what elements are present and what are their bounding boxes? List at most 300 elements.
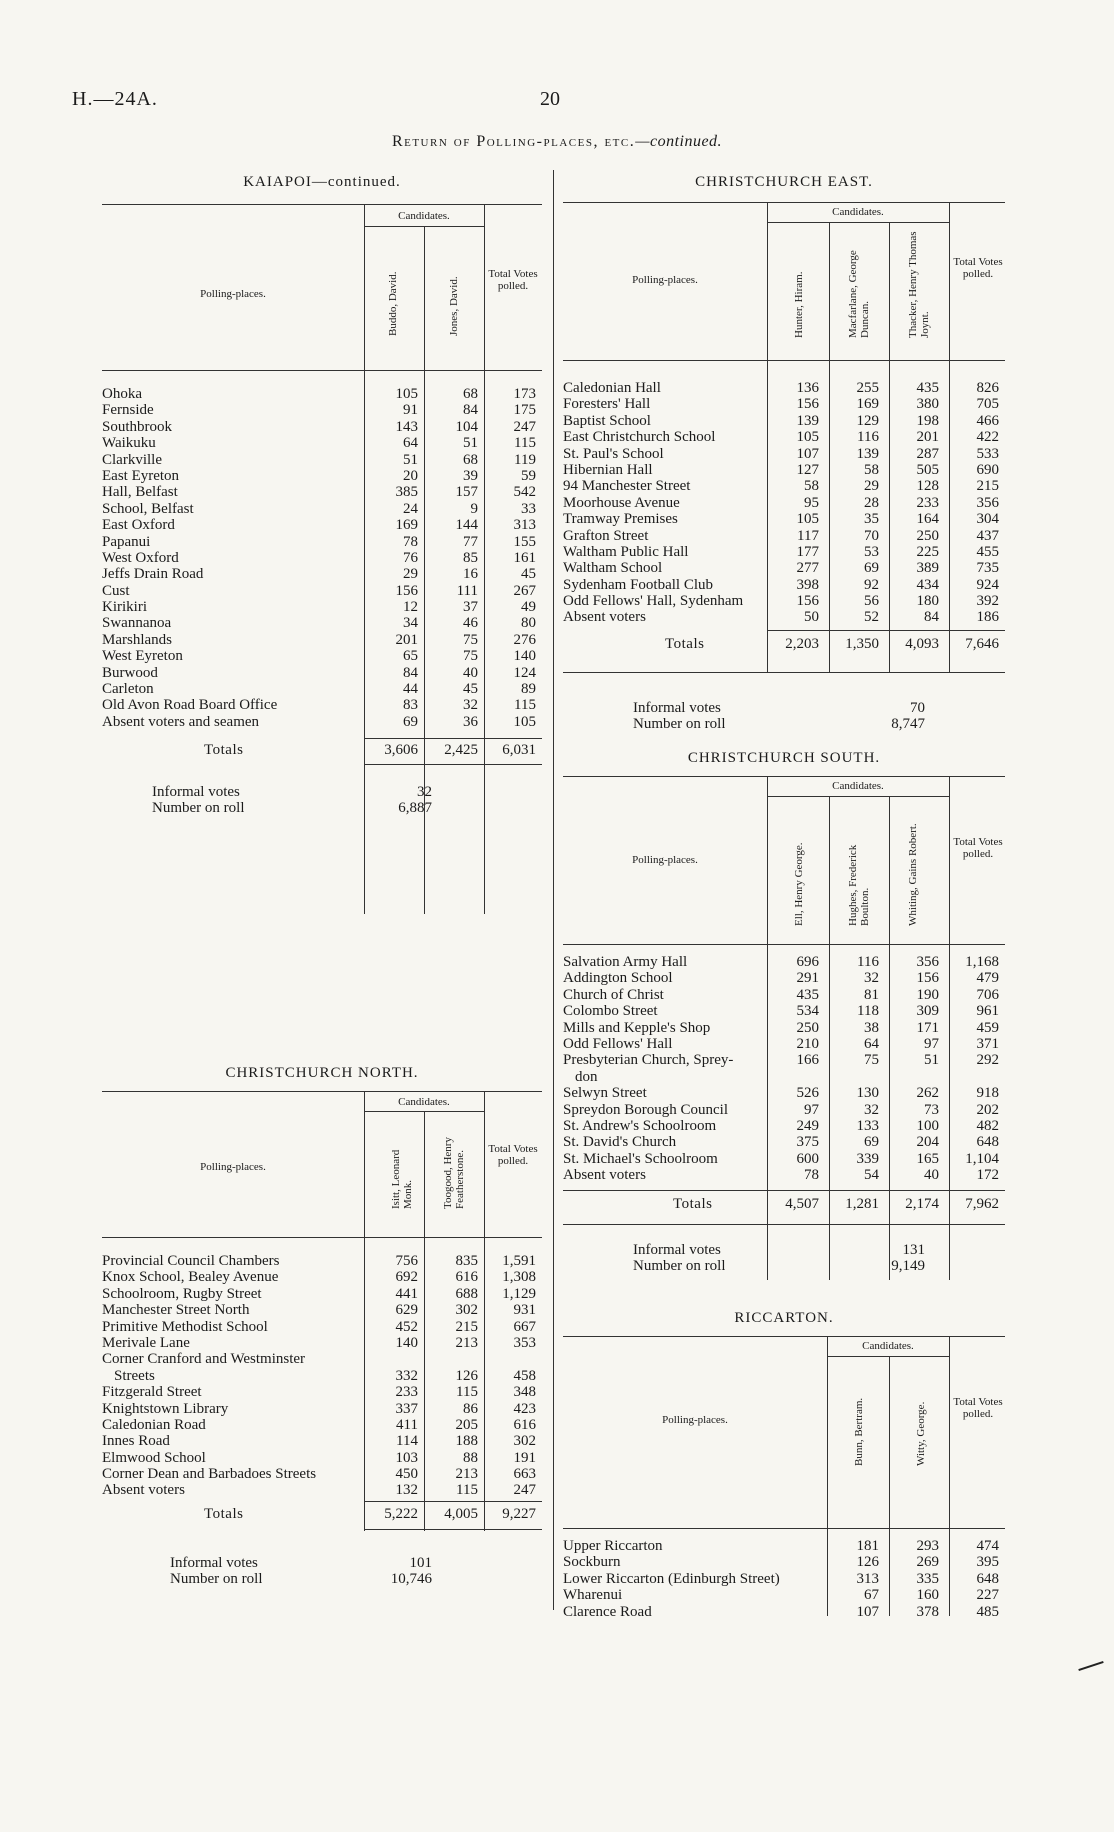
polling-place-name: Sockburn xyxy=(563,1554,621,1571)
polling-row xyxy=(563,396,1005,412)
candidate-header: Hughes, Frederick Boulton. xyxy=(847,844,871,926)
polling-rows xyxy=(102,1253,542,1499)
vote-cell: 40 xyxy=(924,1167,939,1184)
row-total-cell: 313 xyxy=(513,517,536,534)
row-total-cell: 482 xyxy=(976,1117,999,1134)
totals-row xyxy=(563,1196,1005,1214)
vote-cell: 213 xyxy=(455,1334,478,1351)
polling-row xyxy=(563,1554,1005,1570)
vote-cell: 389 xyxy=(916,560,939,577)
polling-place-name: Colombo Street xyxy=(563,1003,658,1020)
row-total-cell: 931 xyxy=(513,1302,536,1319)
vote-cell: 128 xyxy=(916,478,939,495)
polling-row xyxy=(102,1319,542,1335)
vote-cell: 88 xyxy=(463,1449,478,1466)
column-divider xyxy=(553,170,554,1610)
vote-cell: 68 xyxy=(463,386,478,402)
vote-cell: 213 xyxy=(455,1466,478,1483)
vote-cell: 277 xyxy=(796,560,819,577)
row-total-cell: 172 xyxy=(976,1167,999,1184)
informal-roll-block xyxy=(563,700,1005,733)
roll-value: 10,746 xyxy=(390,1571,432,1588)
vote-cell: 129 xyxy=(856,412,879,429)
rule xyxy=(102,1237,542,1238)
grand-total-cell: 7,646 xyxy=(965,636,999,652)
totals-row xyxy=(102,1506,542,1524)
polling-row xyxy=(563,1069,1005,1085)
rule xyxy=(767,222,949,223)
vote-cell: 169 xyxy=(395,517,418,534)
vote-cell: 385 xyxy=(395,484,418,501)
polling-place-name: don xyxy=(575,1068,598,1085)
vote-cell: 190 xyxy=(916,986,939,1003)
polling-row xyxy=(563,1052,1005,1068)
row-total-cell: 304 xyxy=(976,511,999,528)
rule xyxy=(563,1528,1005,1529)
polling-place-name: Southbrook xyxy=(102,418,173,435)
total-cell: 2,174 xyxy=(905,1196,939,1212)
polling-row xyxy=(102,534,542,550)
vote-cell: 69 xyxy=(864,1134,879,1151)
riccarton-section xyxy=(563,1310,1005,1620)
polling-row xyxy=(102,1269,542,1285)
polling-row xyxy=(563,380,1005,396)
row-total-cell: 59 xyxy=(521,467,536,484)
polling-rows xyxy=(563,380,1005,626)
margin-mark xyxy=(1078,1661,1103,1671)
vote-cell: 68 xyxy=(463,451,478,468)
vote-cell: 29 xyxy=(864,478,879,495)
row-total-cell: 175 xyxy=(513,402,536,419)
vote-cell: 16 xyxy=(463,566,478,583)
vote-cell: 181 xyxy=(856,1538,879,1554)
candidates-header: Candidates. xyxy=(862,1340,914,1352)
candidate-header: Macfarlane, George Duncan. xyxy=(847,250,871,338)
polling-row xyxy=(563,609,1005,625)
row-total-cell: 191 xyxy=(513,1449,536,1466)
polling-place-name: Knox School, Bealey Avenue xyxy=(102,1269,279,1286)
polling-row xyxy=(102,599,542,615)
total-votes-header: Total Votes polled. xyxy=(953,256,1003,280)
polling-row xyxy=(563,1036,1005,1052)
vote-cell: 78 xyxy=(403,533,418,550)
polling-place-name: St. David's Church xyxy=(563,1134,677,1151)
polling-place-name: St. Paul's School xyxy=(563,445,664,462)
polling-place-name: Merivale Lane xyxy=(102,1334,190,1351)
vote-cell: 132 xyxy=(395,1482,418,1499)
row-total-cell: 202 xyxy=(976,1101,999,1118)
polling-place-name: Absent voters xyxy=(563,609,646,626)
polling-row xyxy=(563,495,1005,511)
vote-cell: 166 xyxy=(796,1052,819,1069)
informal-value: 70 xyxy=(910,700,925,716)
vote-cell: 215 xyxy=(455,1318,478,1335)
row-total-cell: 690 xyxy=(976,461,999,478)
vote-cell: 309 xyxy=(916,1003,939,1020)
polling-row xyxy=(563,446,1005,462)
polling-place-name: Foresters' Hall xyxy=(563,396,651,413)
vote-cell: 117 xyxy=(797,527,819,544)
polling-row xyxy=(102,402,542,418)
rule xyxy=(563,1224,1005,1225)
row-total-cell: 1,168 xyxy=(965,954,999,970)
polling-place-name: Streets xyxy=(114,1367,155,1384)
vote-cell: 156 xyxy=(395,582,418,599)
polling-place-name: Kirikiri xyxy=(102,599,147,616)
polling-row xyxy=(102,501,542,517)
vote-cell: 32 xyxy=(864,1101,879,1118)
rule xyxy=(563,202,1005,203)
vote-cell: 156 xyxy=(916,970,939,987)
polling-row xyxy=(102,452,542,468)
informal-value: 131 xyxy=(902,1242,925,1258)
polling-row xyxy=(102,1384,542,1400)
polling-row xyxy=(102,1401,542,1417)
vote-cell: 91 xyxy=(403,402,418,419)
informal-label: Informal votes xyxy=(152,784,240,800)
candidate-header: Buddo, David. xyxy=(387,271,399,336)
vote-cell: 40 xyxy=(463,664,478,681)
polling-row xyxy=(102,1417,542,1433)
polling-place-name: Knightstown Library xyxy=(102,1400,229,1417)
polling-place-name: Carleton xyxy=(102,681,154,698)
vote-cell: 107 xyxy=(796,445,819,462)
rule xyxy=(102,370,542,371)
section-title: CHRISTCHURCH SOUTH. xyxy=(687,750,881,766)
vote-cell: 44 xyxy=(403,681,418,698)
total-cell: 4,093 xyxy=(905,636,939,652)
vote-cell: 77 xyxy=(463,533,478,550)
informal-label: Informal votes xyxy=(633,700,721,716)
vote-cell: 157 xyxy=(455,484,478,501)
row-total-cell: 186 xyxy=(976,609,999,626)
row-total-cell: 542 xyxy=(513,484,536,501)
informal-label: Informal votes xyxy=(633,1242,721,1258)
polling-place-name: Waltham School xyxy=(563,560,663,577)
vote-cell: 75 xyxy=(864,1052,879,1069)
row-total-cell: 918 xyxy=(976,1085,999,1102)
polling-row xyxy=(102,484,542,500)
polling-places-header: Polling-places. xyxy=(200,1161,266,1173)
polling-place-name: Spreydon Borough Council xyxy=(563,1101,728,1118)
vote-cell: 144 xyxy=(455,517,478,534)
grand-total-cell: 6,031 xyxy=(502,742,536,758)
vote-cell: 249 xyxy=(796,1117,819,1134)
totals-row xyxy=(102,742,542,760)
vote-cell: 600 xyxy=(796,1150,819,1167)
row-total-cell: 247 xyxy=(513,1482,536,1499)
polling-row xyxy=(102,517,542,533)
vote-cell: 105 xyxy=(796,429,819,446)
vote-cell: 78 xyxy=(804,1167,819,1184)
polling-place-name: Church of Christ xyxy=(563,986,664,1003)
row-total-cell: 267 xyxy=(513,582,536,599)
section-title: KAIAPOI—continued. xyxy=(243,174,401,190)
row-total-cell: 49 xyxy=(521,599,536,616)
candidate-header: Thacker, Henry Thomas Joynt. xyxy=(907,231,931,338)
polling-place-name: Lower Riccarton (Edinburgh Street) xyxy=(563,1570,780,1587)
polling-place-name: Primitive Methodist School xyxy=(102,1318,268,1335)
polling-row xyxy=(102,697,542,713)
informal-label: Informal votes xyxy=(170,1555,258,1571)
total-cell: 4,507 xyxy=(785,1196,819,1212)
vote-cell: 441 xyxy=(395,1285,418,1302)
vote-cell: 46 xyxy=(463,615,478,632)
polling-place-name: Cust xyxy=(102,582,130,599)
totals-label: Totals xyxy=(204,1506,244,1522)
informal-roll-block xyxy=(563,1242,1005,1275)
rule xyxy=(563,944,1005,945)
row-total-cell: 485 xyxy=(976,1603,999,1620)
vote-cell: 204 xyxy=(916,1134,939,1151)
polling-row xyxy=(102,632,542,648)
vote-cell: 616 xyxy=(455,1269,478,1286)
vote-cell: 103 xyxy=(395,1449,418,1466)
polling-place-name: Fitzgerald Street xyxy=(102,1384,202,1401)
vote-cell: 97 xyxy=(924,1035,939,1052)
row-total-cell: 33 xyxy=(521,500,536,517)
polling-place-name: St. Andrew's Schoolroom xyxy=(563,1117,717,1134)
row-total-cell: 115 xyxy=(514,697,536,714)
candidate-header: Bunn, Bertram. xyxy=(853,1397,865,1466)
vote-cell: 58 xyxy=(804,478,819,495)
polling-row xyxy=(102,615,542,631)
vote-cell: 225 xyxy=(916,543,939,560)
row-total-cell: 648 xyxy=(976,1134,999,1151)
total-cell: 3,606 xyxy=(384,742,418,758)
row-total-cell: 1,129 xyxy=(502,1285,536,1302)
row-total-cell: 215 xyxy=(976,478,999,495)
polling-place-name: Baptist School xyxy=(563,412,651,429)
row-total-cell: 348 xyxy=(513,1384,536,1401)
polling-row xyxy=(102,665,542,681)
row-total-cell: 115 xyxy=(514,435,536,452)
vote-cell: 375 xyxy=(796,1134,819,1151)
polling-place-name: Old Avon Road Board Office xyxy=(102,697,278,714)
polling-place-name: Innes Road xyxy=(102,1433,170,1450)
vote-cell: 56 xyxy=(864,593,879,610)
polling-place-name: Tramway Premises xyxy=(563,511,678,528)
polling-place-name: Selwyn Street xyxy=(563,1085,647,1102)
polling-row xyxy=(563,1085,1005,1101)
vote-cell: 629 xyxy=(395,1302,418,1319)
row-total-cell: 356 xyxy=(976,494,999,511)
vote-cell: 24 xyxy=(403,500,418,517)
vote-cell: 69 xyxy=(864,560,879,577)
heading-continued: —continued. xyxy=(635,133,723,150)
polling-row xyxy=(563,511,1005,527)
vote-cell: 534 xyxy=(796,1003,819,1020)
rule xyxy=(364,1529,542,1530)
row-total-cell: 648 xyxy=(976,1570,999,1587)
polling-place-name: Clarence Road xyxy=(563,1603,652,1620)
rule xyxy=(364,738,542,739)
row-total-cell: 80 xyxy=(521,615,536,632)
vote-cell: 54 xyxy=(864,1167,879,1184)
polling-row xyxy=(563,1571,1005,1587)
vote-cell: 356 xyxy=(916,954,939,970)
section-title: RICCARTON. xyxy=(734,1310,834,1326)
vote-cell: 65 xyxy=(403,648,418,665)
polling-rows xyxy=(102,386,542,730)
vote-cell: 64 xyxy=(864,1035,879,1052)
row-total-cell: 466 xyxy=(976,412,999,429)
row-total-cell: 392 xyxy=(976,593,999,610)
vote-cell: 835 xyxy=(455,1253,478,1269)
informal-roll-block xyxy=(102,784,542,817)
vote-cell: 104 xyxy=(455,418,478,435)
row-total-cell: 706 xyxy=(976,986,999,1003)
vote-cell: 32 xyxy=(463,697,478,714)
vote-cell: 434 xyxy=(916,576,939,593)
polling-place-name: Mills and Kepple's Shop xyxy=(563,1019,711,1036)
polling-places-header: Polling-places. xyxy=(632,274,698,286)
vote-cell: 140 xyxy=(395,1334,418,1351)
vote-cell: 51 xyxy=(403,451,418,468)
vote-cell: 83 xyxy=(403,697,418,714)
rule xyxy=(563,360,1005,361)
vote-cell: 116 xyxy=(857,954,879,970)
rule xyxy=(767,796,949,797)
polling-place-name: Marshlands xyxy=(102,631,172,648)
total-votes-header: Total Votes polled. xyxy=(953,836,1003,860)
vote-cell: 86 xyxy=(463,1400,478,1417)
totals-label: Totals xyxy=(673,1196,713,1212)
polling-row xyxy=(563,954,1005,970)
vote-cell: 133 xyxy=(856,1117,879,1134)
vote-cell: 201 xyxy=(395,631,418,648)
polling-row xyxy=(563,1604,1005,1620)
vote-cell: 156 xyxy=(796,396,819,413)
candidate-header: Isitt, Leonard Monk. xyxy=(390,1149,414,1209)
polling-place-name: St. Michael's Schoolroom xyxy=(563,1150,718,1167)
vote-cell: 205 xyxy=(455,1416,478,1433)
candidate-header: Witty, George. xyxy=(915,1401,927,1466)
row-total-cell: 924 xyxy=(976,576,999,593)
polling-place-name: Papanui xyxy=(102,533,151,550)
row-total-cell: 437 xyxy=(976,527,999,544)
vote-cell: 435 xyxy=(796,986,819,1003)
polling-place-name: Addington School xyxy=(563,970,673,987)
section-title: CHRISTCHURCH EAST. xyxy=(695,174,873,190)
vote-cell: 100 xyxy=(916,1117,939,1134)
vote-cell: 130 xyxy=(856,1085,879,1102)
row-total-cell: 302 xyxy=(513,1433,536,1450)
row-total-cell: 423 xyxy=(513,1400,536,1417)
row-total-cell: 371 xyxy=(976,1035,999,1052)
polling-row xyxy=(102,1466,542,1482)
polling-row xyxy=(102,1450,542,1466)
vote-cell: 139 xyxy=(796,412,819,429)
document-reference: H.—24A. xyxy=(72,88,158,110)
vote-cell: 337 xyxy=(395,1400,418,1417)
vote-cell: 29 xyxy=(403,566,418,583)
polling-place-name: Clarkville xyxy=(102,451,162,468)
grand-total-cell: 9,227 xyxy=(502,1506,536,1522)
vote-cell: 160 xyxy=(916,1587,939,1604)
polling-place-name: Salvation Army Hall xyxy=(563,954,688,970)
vote-cell: 114 xyxy=(396,1433,418,1450)
vote-cell: 380 xyxy=(916,396,939,413)
row-total-cell: 119 xyxy=(514,451,536,468)
vote-cell: 37 xyxy=(463,599,478,616)
row-total-cell: 735 xyxy=(976,560,999,577)
polling-row xyxy=(102,1351,542,1367)
roll-label: Number on roll xyxy=(633,1258,726,1275)
polling-row xyxy=(102,419,542,435)
polling-place-name: Hall, Belfast xyxy=(102,484,178,501)
rule xyxy=(364,1501,542,1502)
polling-row xyxy=(563,478,1005,494)
polling-row xyxy=(563,593,1005,609)
vote-cell: 139 xyxy=(856,445,879,462)
vote-cell: 526 xyxy=(796,1085,819,1102)
vote-cell: 75 xyxy=(463,631,478,648)
row-total-cell: 458 xyxy=(513,1367,536,1384)
vote-cell: 20 xyxy=(403,467,418,484)
vote-cell: 107 xyxy=(856,1603,879,1620)
polling-place-name: School, Belfast xyxy=(102,500,194,517)
polling-row xyxy=(102,1302,542,1318)
total-votes-header: Total Votes polled. xyxy=(953,1396,1003,1420)
polling-place-name: Burwood xyxy=(102,664,158,681)
vote-cell: 70 xyxy=(864,527,879,544)
polling-place-name: Provincial Council Chambers xyxy=(102,1253,280,1269)
polling-place-name: Caledonian Hall xyxy=(563,380,661,396)
row-total-cell: 826 xyxy=(976,380,999,396)
roll-value: 8,747 xyxy=(891,716,925,733)
section-title: CHRISTCHURCH NORTH. xyxy=(225,1065,419,1081)
rule xyxy=(827,1356,949,1357)
polling-place-name: West Oxford xyxy=(102,549,179,566)
polling-place-name: Odd Fellows' Hall, Sydenham xyxy=(563,593,744,610)
vote-cell: 92 xyxy=(864,576,879,593)
row-total-cell: 247 xyxy=(513,418,536,435)
polling-place-name: Swannanoa xyxy=(102,615,172,632)
row-total-cell: 961 xyxy=(976,1003,999,1020)
polling-row xyxy=(563,1020,1005,1036)
polling-rows xyxy=(563,1538,1005,1620)
vote-cell: 126 xyxy=(856,1554,879,1571)
polling-place-name: Elmwood School xyxy=(102,1449,206,1466)
polling-place-name: Sydenham Football Club xyxy=(563,576,713,593)
rule xyxy=(102,1091,542,1092)
candidate-header: Hunter, Hiram. xyxy=(793,271,805,338)
vote-cell: 177 xyxy=(796,543,819,560)
candidates-header: Candidates. xyxy=(398,210,450,222)
row-total-cell: 705 xyxy=(976,396,999,413)
vote-cell: 34 xyxy=(403,615,418,632)
kaiapoi-section xyxy=(102,170,542,830)
vote-cell: 53 xyxy=(864,543,879,560)
polling-row xyxy=(563,462,1005,478)
polling-row xyxy=(102,468,542,484)
row-total-cell: 140 xyxy=(513,648,536,665)
vote-cell: 143 xyxy=(395,418,418,435)
vote-cell: 688 xyxy=(455,1285,478,1302)
polling-row xyxy=(563,1587,1005,1603)
row-total-cell: 474 xyxy=(976,1538,999,1554)
vote-cell: 95 xyxy=(804,494,819,511)
rule xyxy=(364,764,542,765)
vote-cell: 198 xyxy=(916,412,939,429)
vote-cell: 696 xyxy=(796,954,819,970)
polling-place-name: Grafton Street xyxy=(563,527,649,544)
polling-place-name: East Eyreton xyxy=(102,467,180,484)
vote-cell: 335 xyxy=(916,1570,939,1587)
row-total-cell: 1,591 xyxy=(502,1253,536,1269)
row-total-cell: 89 xyxy=(521,681,536,698)
